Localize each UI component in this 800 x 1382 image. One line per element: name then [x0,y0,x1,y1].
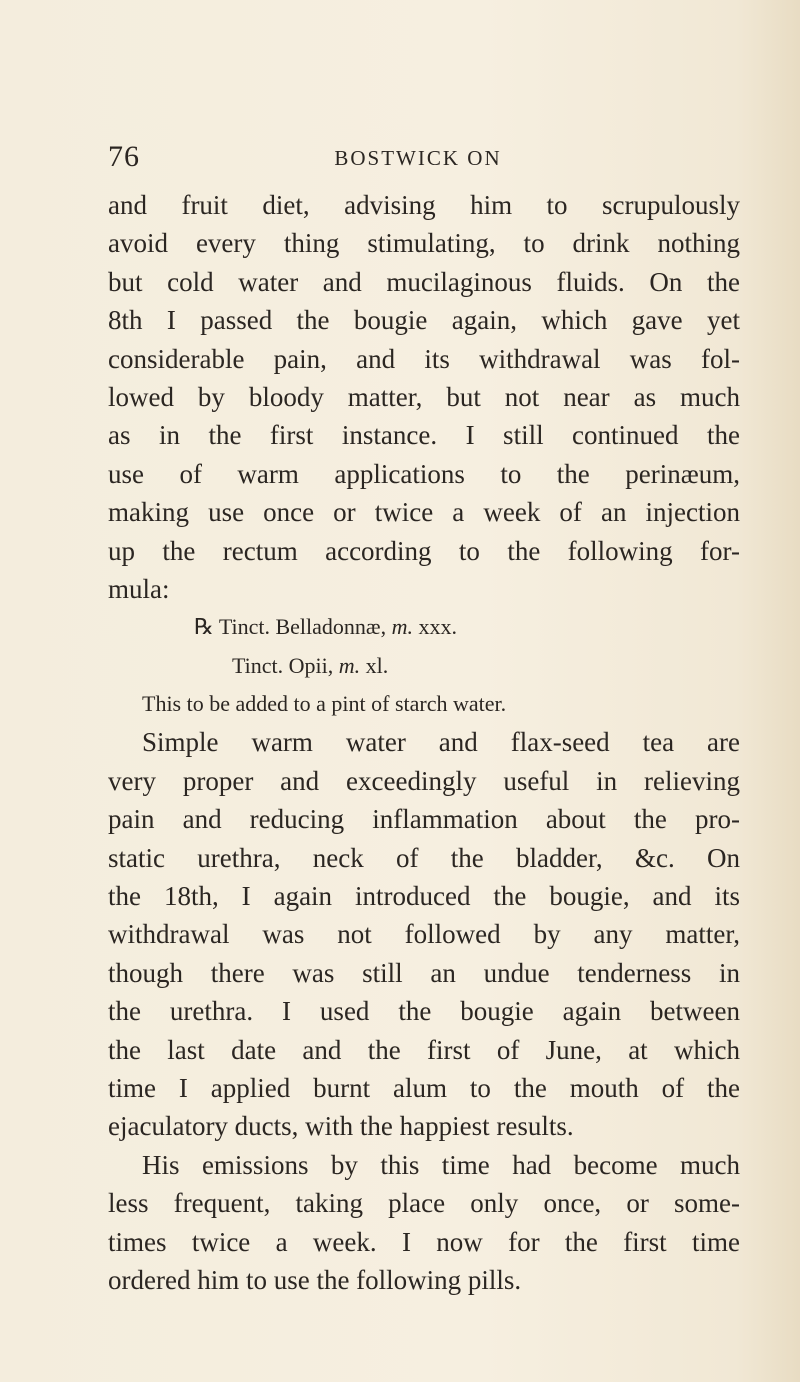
text-line: use of warm applications to the perinæum, [108,458,740,489]
text-line: His emissions by this time had become much [142,1149,740,1180]
text-line: 8th I passed the bougie again, which gave yet [108,305,740,336]
text-line: though there was still an undue tenderness in [108,957,740,988]
text-line: pain and reducing inflammation about the pro- [108,804,740,835]
text-line: time I applied burnt alum to the mouth of the [108,1072,740,1103]
page-body [108,186,740,1299]
text-line: ejaculatory ducts, with the happiest results. [108,1111,574,1142]
page-number: 76 [108,140,140,173]
formula-measure: m. [338,652,361,678]
text-line: static urethra, neck of the bladder, &c. On [108,842,740,873]
text-line: avoid every thing stimulating, to drink nothing [108,228,740,259]
text-line: the 18th, I again introduced the bougie, and its [108,881,740,912]
text-line: as in the first instance. I still continued the [108,420,740,451]
text-line: considerable pain, and its withdrawal was fol- [108,343,740,374]
formula-line-belladonna [108,608,740,646]
text-line: the last date and the first of June, at which [108,1034,740,1065]
text-line: but cold water and mucilaginous fluids. On the [108,266,740,297]
text-line: lowed by bloody matter, but not near as much [108,381,740,412]
formula-ingredient: ℞ Tinct. Belladonnæ, [194,614,392,640]
formula-amount: xxx. [412,614,457,640]
running-head [108,140,728,176]
formula-amount: xl. [360,652,389,678]
text-line: very proper and exceedingly useful in relieving [108,765,740,796]
text-line: less frequent, taking place only once, or some- [108,1188,740,1219]
text-line: and fruit diet, advising him to scrupulously [108,190,740,220]
text-line: ordered him to use the following pills. [108,1264,522,1295]
text-line: Simple warm water and flax-seed tea are [142,727,740,758]
formula-measure: m. [391,614,413,640]
formula-instruction: This to be added to a pint of starch water. [142,691,507,717]
formula-line-opium [108,647,740,685]
text-line: the urethra. I used the bougie again between [108,996,740,1027]
text-line: making use once or twice a week of an injection [108,497,740,528]
running-title: BOSTWICK ON [334,146,502,170]
text-line: times twice a week. I now for the first time [108,1226,740,1257]
text-line: up the rectum according to the following for- [108,535,740,566]
text-line: withdrawal was not followed by any matter, [108,919,740,950]
text-line: mula: [108,573,170,604]
formula-ingredient: Tinct. Opii, [232,652,339,678]
